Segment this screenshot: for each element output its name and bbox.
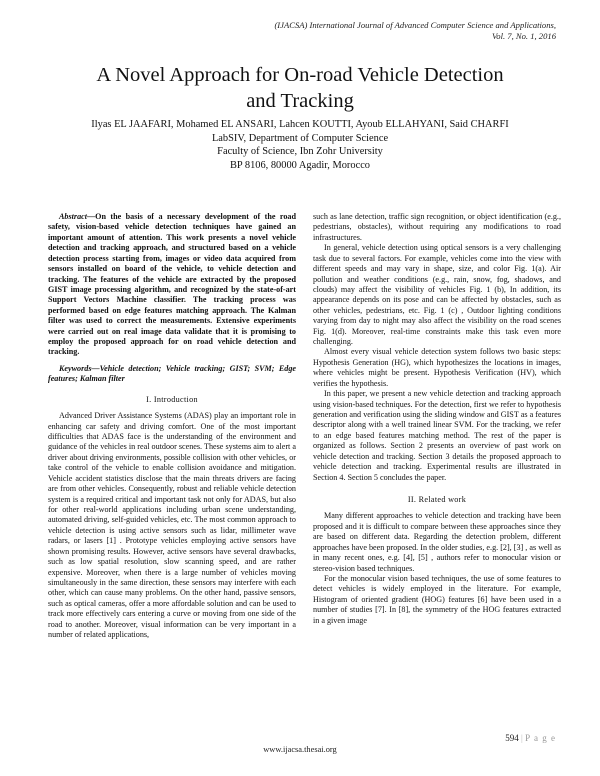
paper-title-line1: A Novel Approach for On-road Vehicle Detection [96, 64, 504, 86]
paper-title [40, 62, 560, 114]
journal-header [226, 20, 556, 42]
keywords [48, 364, 296, 385]
page-number-value: 594 [505, 733, 519, 743]
related-paragraph-2: For the monocular vision based techniques, the use of some features to detect vehicles is widely employed in the literature. For example, Histogram of oriented gradient (HOG) features [6] have been used in a number of studies [7]. In [8], the symmetry of the HOG features extracted in a given image [313, 573, 561, 625]
author-faculty: Faculty of Science, Ibn Zohr University [217, 146, 383, 158]
abstract-label: Abstract [59, 212, 87, 221]
page-number [505, 733, 556, 743]
intro-paragraph-2: In general, vehicle detection using optical sensors is a very challenging task due to several factors. For example, vehicles come into the view with different speeds and may vary in shape, size, and color Fig. 1(a). Air pollution and weather conditions (e.g., rain, snow, fog, shadows, and clouds) may affect the visibility of vehicles Fig. 1 (b), In addition, its appearance depends on its pose and can be affected by obstacles, such as other vehicles, pedestrians, etc. Fig. 1 (c) , Outdoor lighting conditions varying from day to night may also affect the visibility on the road scenes Fig. 1(d). Moreover, real-time constraints make this task even more challenging. [313, 243, 561, 347]
abstract-text: —On the basis of a necessary development of the road safety, vision-based vehicle detection techniques have gained an important amount of attention. This work presents a novel vehicle detection and tracking approach, and structured based on a vehicle detection process starting from, images or video data acquired from sensors installed on board of the vehicle, to vehicle detection and tracking. The features of the vehicle are extracted by the proposed GIST image processing algorithm, and recognized by the state-of-art Support Vectors Machine classifier. The tracking process was performed based on edge features matching approach. The Kalman filter was used to correct the measurements. Extensive experiments were carried out on real image data validate that it is promising to employ the proposed approach for on road vehicle detection and tracking. [48, 212, 296, 357]
paper-title-line2: and Tracking [246, 90, 354, 112]
journal-name: (IJACSA) International Journal of Advanced Computer Science and Applications, [274, 20, 556, 30]
author-lab: LabSIV, Department of Computer Science [211, 132, 389, 144]
intro-paragraph-4: In this paper, we present a new vehicle detection and tracking approach using vision-based techniques. For the detection, first we refer to hypothesis generation and verification using the sliding window and GIST as a features descriptor along with a well trained linear SVM. For the tracking, we refer to an edge based features matching method. The rest of the paper is organized as follows. Section 2 presents an overview of past work on vehicle detection and tracking. Section 3 details the proposed approach to vehicle detection and tracking. Experimental results are illustrated in Section 4. Section 5 concludes the paper. [313, 389, 561, 482]
section-heading-related-work: II. Related work [407, 494, 467, 504]
intro-paragraph-1: Advanced Driver Assistance Systems (ADAS) play an important role in enhancing car safety and driving comfort. One of the most important difficulties that ADAS face is the understanding of the environment and guidance of the vehicles in real outdoor scenes. These systems aim to alert a driver about driving environments, possible collision with other vehicles, or take control of the vehicle to enable collision avoidance and mitigation. Vehicle accident statistics disclose that the main threats drivers are facing are from other vehicles. Consequently, robust and reliable vehicle detection system is a required critical and important task not only for ADAS, but also for other real-world applications including urban scene understanding, automated driving, self-guided vehicles, etc. The most common approach to vehicle detection is using active sensors such as lidar, millimeter wave radars, or lasers [1] . Prototype vehicles employing active sensors have shown promising results. However, active sensors have several drawbacks, such as low spatial resolution, slow scanning speed, and are rather expensive. Moreover, when there is a large number of vehicles moving simultaneously in the same direction, these sensors may interfere with each other, which can cause many problems. On the other hand, passive sensors, such as optical cameras, offer a more affordable solution and can be used to track more effectively cars entering a curve or moving from one side of the road to another. Moreover, visual information can be very important in a number of related applications, [48, 411, 296, 640]
left-column [48, 212, 296, 640]
intro-paragraph-1-continued: such as lane detection, traffic sign recognition, or object identification (e.g., pedestrians, obstacles), without requiring any modifications to road infrastructures. [313, 212, 561, 242]
footer-url[interactable]: www.ijacsa.thesai.org [263, 745, 337, 754]
keywords-label: Keywords [59, 363, 92, 373]
related-paragraph-1: Many different approaches to vehicle detection and tracking have been proposed and it is difficult to compare between these approaches since they are based on different data. Regarding the detection problem, different approaches have been proposed. In the older studies, e.g. [2], [3] , as well as in many recent ones, e.g. [4], [5] , authors refer to monocular vision or stereo-vision based techniques. [313, 511, 561, 573]
abstract [48, 212, 296, 358]
right-column [313, 212, 561, 626]
page-word: P a g e [525, 733, 556, 743]
intro-paragraph-3: Almost every visual vehicle detection system follows two basic steps: Hypothesis Generation (HG), which hypothesizes the locations in images, where vehicles might be present. Hypothesis Verification (HV), which verifies the hypothesis. [313, 347, 561, 388]
author-address: BP 8106, 80000 Agadir, Morocco [229, 159, 371, 171]
journal-volume: Vol. 7, No. 1, 2016 [492, 31, 556, 41]
keywords-text: —Vehicle detection; Vehicle tracking; GIST; SVM; Edge features; Kalman filter [48, 363, 296, 384]
page-number-separator: | [521, 733, 523, 743]
section-heading-introduction: I. Introduction [146, 394, 198, 404]
author-block [40, 118, 560, 172]
author-names: Ilyas EL JAAFARI, Mohamed EL ANSARI, Lahcen KOUTTI, Ayoub ELLAHYANI, Said CHARFI [91, 119, 509, 130]
